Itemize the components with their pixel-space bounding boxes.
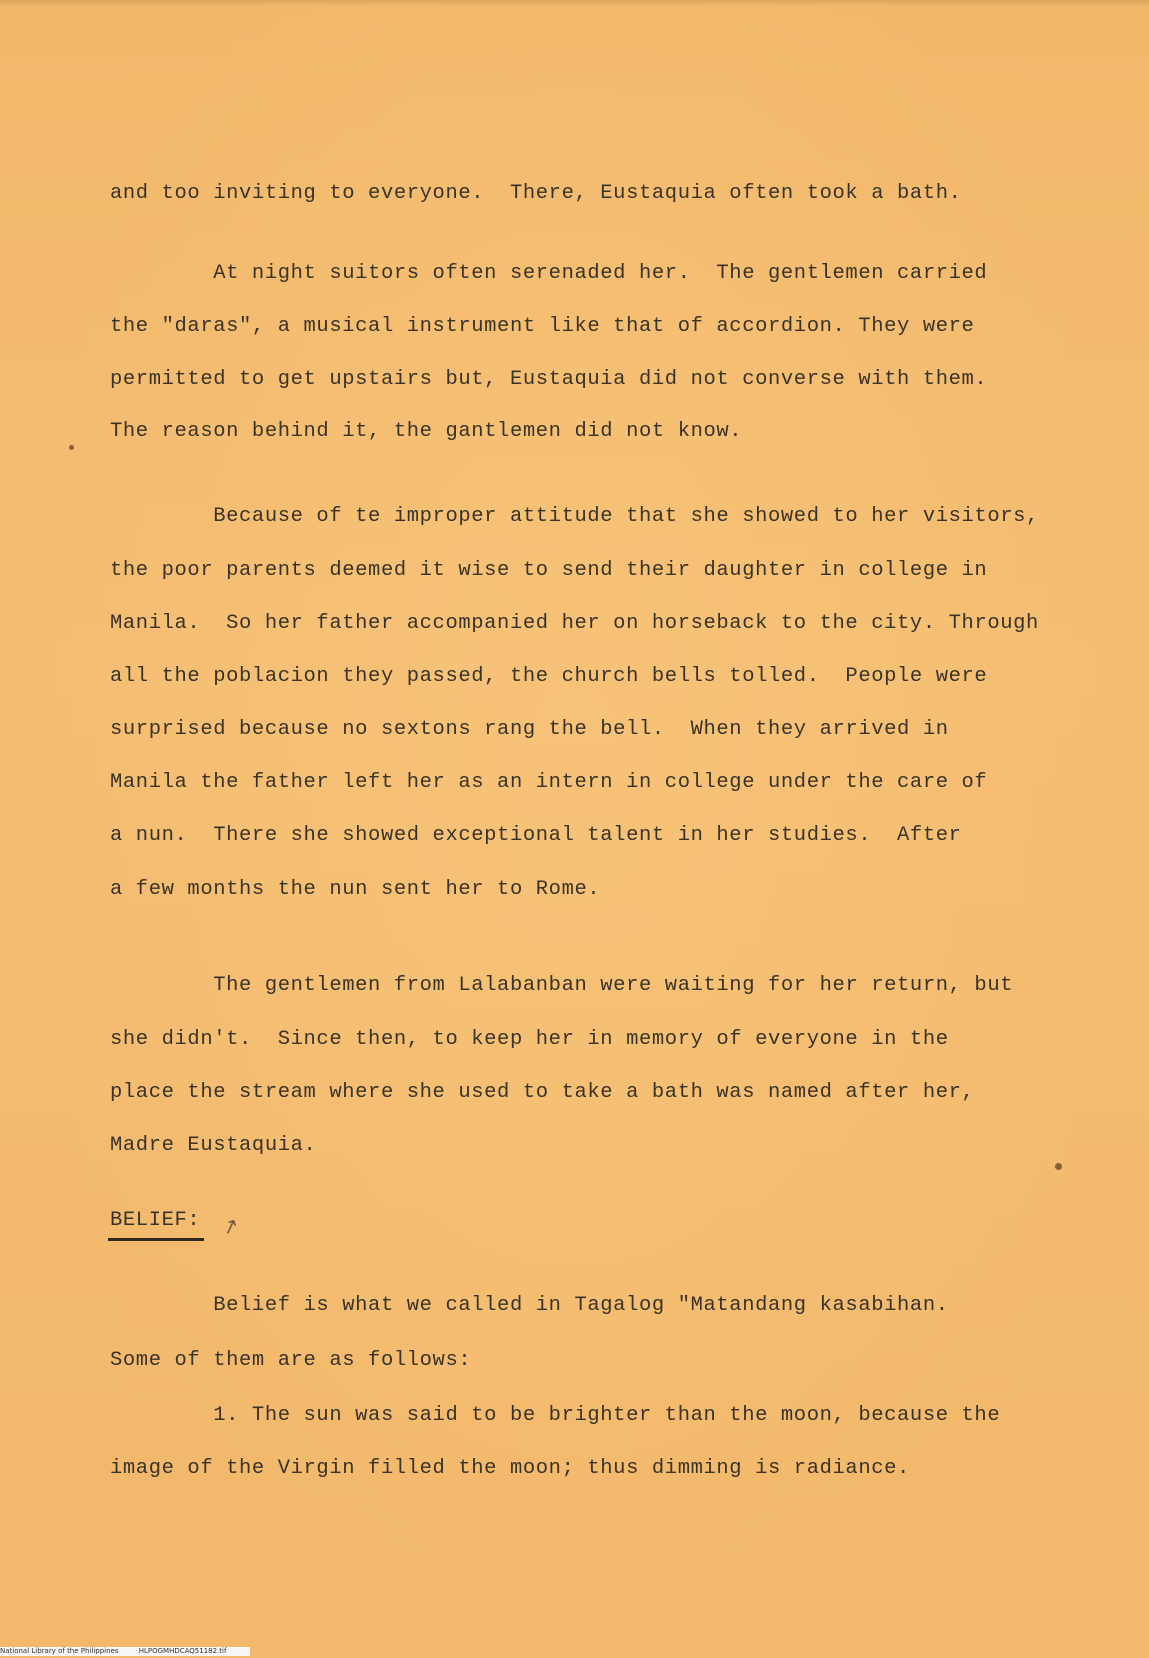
text-line: 1. The sun was said to be brighter than the moon, because the — [110, 1404, 1001, 1427]
text-line: At night suitors often serenaded her. The gentlemen carried — [110, 262, 988, 285]
text-line: Manila the father left her as an intern in college under the care of — [110, 771, 988, 794]
text-line: she didn't. Since then, to keep her in memory of everyone in the — [110, 1028, 949, 1051]
text-line: Belief is what we called in Tagalog "Matandang kasabihan. — [110, 1294, 949, 1317]
text-line: Some of them are as follows: — [110, 1349, 472, 1372]
text-line: Because of te improper attitude that she showed to her visitors, — [110, 505, 1039, 528]
paper-speck — [1055, 1163, 1062, 1170]
paper-speck — [69, 445, 74, 450]
text-line: The reason behind it, the gantlemen did not know. — [110, 420, 743, 443]
scan-footer — [0, 1647, 250, 1656]
text-line: the poor parents deemed it wise to send their daughter in college in — [110, 559, 988, 582]
text-line: and too inviting to everyone. There, Eustaquia often took a bath. — [110, 182, 962, 205]
text-line: a few months the nun sent her to Rome. — [110, 878, 601, 901]
pencil-check-mark-icon: ↗ — [218, 1211, 243, 1241]
text-line: image of the Virgin filled the moon; thus dimming is radiance. — [110, 1457, 910, 1480]
text-line: surprised because no sextons rang the bell. When they arrived in — [110, 718, 949, 741]
text-line: place the stream where she used to take a bath was named after her, — [110, 1081, 975, 1104]
page-fold-shadow — [0, 0, 1149, 6]
text-line: Manila. So her father accompanied her on horseback to the city. Through — [110, 612, 1039, 635]
text-line: The gentlemen from Lalabanban were waiting for her return, but — [110, 974, 1014, 997]
text-line: Madre Eustaquia. — [110, 1134, 317, 1157]
heading-underline — [108, 1238, 204, 1241]
text-line: a nun. There she showed exceptional talent in her studies. After — [110, 824, 962, 847]
text-line: permitted to get upstairs but, Eustaquia did not converse with them. — [110, 368, 988, 391]
footer-library: National Library of the Philippines — [0, 1647, 119, 1655]
text-line: the "daras", a musical instrument like that of accordion. They were — [110, 315, 975, 338]
text-line: all the poblacion they passed, the church bells tolled. People were — [110, 665, 988, 688]
footer-file-id: HLPOGMHDCAQ51182.tif — [138, 1647, 227, 1655]
section-heading-belief: BELIEF: — [110, 1209, 201, 1232]
